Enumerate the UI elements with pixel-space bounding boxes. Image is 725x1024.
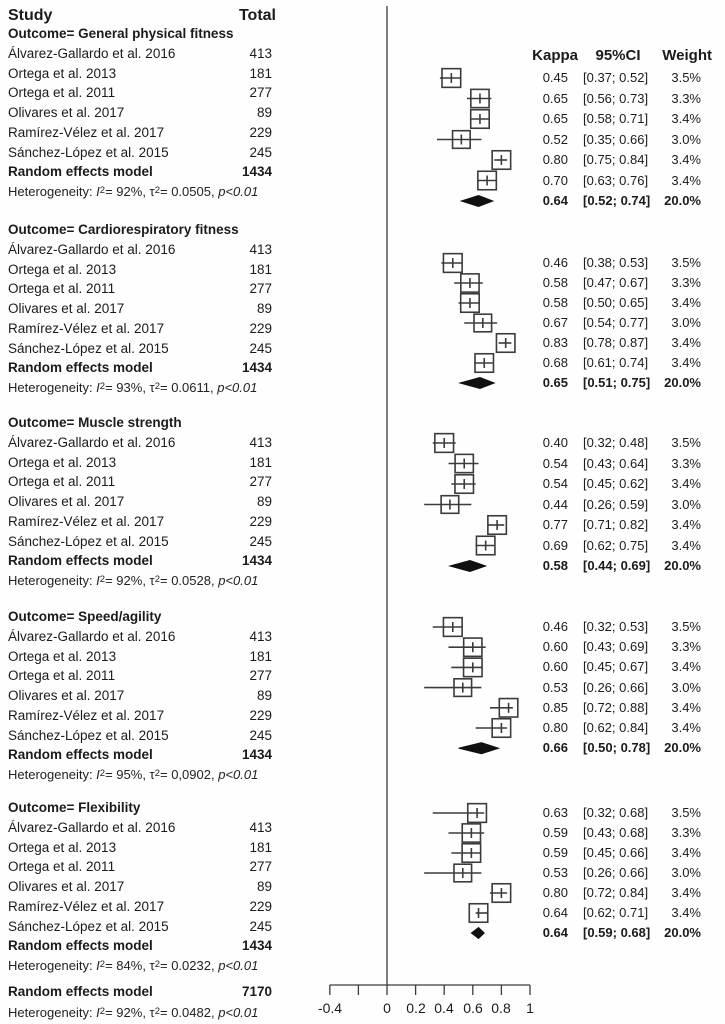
pooled-diamond-marker — [460, 378, 494, 389]
pooled-diamond-marker — [461, 196, 492, 207]
weight-value: 3.4% — [671, 720, 701, 735]
kappa-value: 0.59 — [542, 825, 568, 840]
total-column-header: Total — [238, 7, 276, 24]
weight-value: 3.5% — [671, 255, 701, 270]
kappa-value: 0.45 — [542, 70, 568, 85]
study-name: Ramírez-Vélez et al. 2017 — [8, 125, 165, 140]
pooled-diamond-marker — [459, 743, 499, 754]
heterogeneity-text: Heterogeneity: $I^2= 84\%$, $\tau^2= 0.0232$, p<0.01 — [8, 958, 259, 973]
outcome-header: Outcome= Cardiorespiratory fitness — [8, 222, 239, 237]
random-effects-total: 1434 — [241, 360, 272, 375]
study-name: Olivares et al. 2017 — [8, 494, 125, 509]
study-name: Ortega et al. 2013 — [8, 262, 117, 277]
ci-value: [0.72; 0.88] — [583, 700, 649, 715]
study-total: 229 — [249, 708, 272, 723]
kappa-value: 0.65 — [542, 375, 568, 390]
study-total: 277 — [249, 85, 272, 100]
kappa-value: 0.54 — [542, 476, 568, 491]
study-total: 413 — [249, 435, 272, 450]
study-total: 413 — [249, 242, 272, 257]
x-axis-tick-label: 0.2 — [406, 1000, 426, 1016]
heterogeneity-text: Heterogeneity: $I^2= 92\%$, $\tau^2= 0.0528$, p<0.01 — [8, 573, 259, 588]
kappa-value: 0.60 — [542, 639, 568, 654]
study-name: Ramírez-Vélez et al. 2017 — [8, 514, 165, 529]
weight-value: 3.4% — [671, 335, 701, 350]
ci-value: [0.44; 0.69] — [583, 558, 651, 573]
kappa-value: 0.59 — [542, 845, 568, 860]
study-total: 181 — [249, 649, 272, 664]
ci-value: [0.62; 0.75] — [583, 538, 649, 553]
study-name: Sánchez-López et al. 2015 — [8, 145, 169, 160]
kappa-value: 0.58 — [542, 558, 568, 573]
study-name: Álvarez-Gallardo et al. 2016 — [8, 242, 176, 257]
study-total: 181 — [249, 840, 272, 855]
heterogeneity-text: Heterogeneity: $I^2= 95\%$, $\tau^2= 0,0902$, p<0.01 — [8, 767, 259, 782]
weight-value: 3.4% — [671, 173, 701, 188]
study-name: Ortega et al. 2013 — [8, 66, 117, 81]
weight-value: 20.0% — [664, 558, 701, 573]
ci-value: [0.59; 0.68] — [583, 925, 651, 940]
study-total: 413 — [249, 629, 272, 644]
random-effects-total: 1434 — [241, 553, 272, 568]
study-total: 89 — [256, 879, 272, 894]
weight-value: 3.0% — [671, 132, 701, 147]
ci-value: [0.43; 0.64] — [583, 456, 649, 471]
study-name: Ortega et al. 2013 — [8, 649, 117, 664]
random-effects-total: 1434 — [241, 747, 272, 762]
heterogeneity-text: Heterogeneity: $I^2= 92\%$, $\tau^2= 0.0482$, p<0.01 — [8, 1005, 259, 1020]
ci-value: [0.47; 0.67] — [583, 275, 649, 290]
x-axis-tick-label: 1 — [526, 1000, 534, 1016]
study-name: Olivares et al. 2017 — [8, 688, 125, 703]
kappa-value: 0.64 — [542, 905, 568, 920]
study-name: Ortega et al. 2011 — [8, 281, 116, 296]
study-total: 229 — [249, 899, 272, 914]
study-name: Sánchez-López et al. 2015 — [8, 534, 169, 549]
study-total: 229 — [249, 514, 272, 529]
weight-column-header: Weight — [662, 47, 712, 64]
x-axis-tick-label: 0.8 — [491, 1000, 511, 1016]
kappa-value: 0.40 — [542, 435, 568, 450]
ci-value: [0.32; 0.48] — [583, 435, 649, 450]
random-effects-label: Random effects model — [8, 164, 153, 179]
kappa-value: 0.53 — [542, 680, 568, 695]
outcome-header: Outcome= Muscle strength — [8, 415, 182, 430]
study-name: Ortega et al. 2011 — [8, 474, 116, 489]
kappa-value: 0.83 — [542, 335, 568, 350]
weight-value: 3.3% — [671, 639, 701, 654]
study-total: 181 — [249, 66, 272, 81]
kappa-value: 0.60 — [542, 659, 568, 674]
study-total: 181 — [249, 262, 272, 277]
weight-value: 3.5% — [671, 619, 701, 634]
study-name: Álvarez-Gallardo et al. 2016 — [8, 629, 176, 644]
study-name: Álvarez-Gallardo et al. 2016 — [8, 820, 176, 835]
kappa-column-header: Kappa — [532, 47, 578, 64]
weight-value: 20.0% — [664, 193, 701, 208]
study-total: 413 — [249, 46, 272, 61]
ci-value: [0.78; 0.87] — [583, 335, 649, 350]
study-total: 89 — [256, 494, 272, 509]
kappa-value: 0.58 — [542, 295, 568, 310]
weight-value: 3.4% — [671, 355, 701, 370]
kappa-value: 0.65 — [542, 111, 568, 126]
study-name: Sánchez-López et al. 2015 — [8, 728, 169, 743]
study-total: 229 — [249, 321, 272, 336]
study-name: Olivares et al. 2017 — [8, 879, 125, 894]
study-name: Sánchez-López et al. 2015 — [8, 341, 169, 356]
weight-value: 3.5% — [671, 70, 701, 85]
x-axis-tick-label: 0.4 — [434, 1000, 454, 1016]
ci-value: [0.35; 0.66] — [583, 132, 649, 147]
study-name: Ramírez-Vélez et al. 2017 — [8, 321, 165, 336]
study-name: Olivares et al. 2017 — [8, 301, 125, 316]
pooled-diamond-marker — [471, 928, 484, 939]
random-effects-total: 1434 — [241, 938, 272, 953]
weight-value: 3.4% — [671, 659, 701, 674]
weight-value: 3.5% — [671, 805, 701, 820]
weight-value: 3.3% — [671, 825, 701, 840]
ci-value: [0.62; 0.84] — [583, 720, 649, 735]
kappa-value: 0.46 — [542, 255, 568, 270]
kappa-value: 0.65 — [542, 91, 568, 106]
random-effects-label: Random effects model — [8, 938, 153, 953]
kappa-value: 0.64 — [542, 925, 568, 940]
ci-column-header: 95%CI — [595, 47, 641, 64]
ci-value: [0.45; 0.67] — [583, 659, 649, 674]
random-effects-total: 1434 — [241, 164, 272, 179]
kappa-value: 0.77 — [542, 517, 568, 532]
kappa-value: 0.44 — [542, 497, 568, 512]
kappa-value: 0.54 — [542, 456, 568, 471]
weight-value: 3.4% — [671, 538, 701, 553]
ci-value: [0.63; 0.76] — [583, 173, 649, 188]
study-total: 229 — [249, 125, 272, 140]
overall-random-effects-label: Random effects model — [8, 984, 153, 999]
study-total: 245 — [249, 728, 272, 743]
study-total: 245 — [249, 145, 272, 160]
heterogeneity-text: Heterogeneity: $I^2= 92\%$, $\tau^2= 0.0505$, p<0.01 — [8, 184, 259, 199]
weight-value: 3.4% — [671, 885, 701, 900]
kappa-value: 0.85 — [542, 700, 568, 715]
study-total: 245 — [249, 341, 272, 356]
weight-value: 3.0% — [671, 497, 701, 512]
weight-value: 3.4% — [671, 295, 701, 310]
weight-value: 3.4% — [671, 905, 701, 920]
study-total: 181 — [249, 455, 272, 470]
study-name: Ramírez-Vélez et al. 2017 — [8, 708, 165, 723]
ci-value: [0.52; 0.74] — [583, 193, 651, 208]
weight-value: 3.0% — [671, 315, 701, 330]
kappa-value: 0.53 — [542, 865, 568, 880]
weight-value: 20.0% — [664, 925, 701, 940]
study-name: Olivares et al. 2017 — [8, 105, 125, 120]
kappa-value: 0.67 — [542, 315, 568, 330]
study-total: 245 — [249, 534, 272, 549]
study-total: 277 — [249, 859, 272, 874]
ci-value: [0.32; 0.53] — [583, 619, 649, 634]
weight-value: 3.0% — [671, 680, 701, 695]
outcome-header: Outcome= Flexibility — [8, 800, 141, 815]
weight-value: 3.4% — [671, 517, 701, 532]
outcome-header: Outcome= Speed/agility — [8, 609, 162, 624]
ci-value: [0.71; 0.82] — [583, 517, 649, 532]
x-axis-tick-label: 0 — [383, 1000, 391, 1016]
study-column-header: Study — [8, 7, 53, 24]
study-total: 245 — [249, 919, 272, 934]
ci-value: [0.50; 0.78] — [583, 740, 651, 755]
study-name: Ramírez-Vélez et al. 2017 — [8, 899, 165, 914]
weight-value: 3.4% — [671, 111, 701, 126]
weight-value: 3.3% — [671, 275, 701, 290]
study-name: Álvarez-Gallardo et al. 2016 — [8, 46, 176, 61]
ci-value: [0.45; 0.66] — [583, 845, 649, 860]
kappa-value: 0.58 — [542, 275, 568, 290]
outcome-header: Outcome= General physical fitness — [8, 26, 234, 41]
study-name: Ortega et al. 2011 — [8, 85, 116, 100]
x-axis-tick-label: -0.4 — [317, 1000, 343, 1016]
ci-value: [0.61; 0.74] — [583, 355, 649, 370]
weight-value: 3.4% — [671, 845, 701, 860]
kappa-value: 0.52 — [542, 132, 568, 147]
random-effects-label: Random effects model — [8, 360, 153, 375]
ci-value: [0.37; 0.52] — [583, 70, 649, 85]
kappa-value: 0.66 — [542, 740, 568, 755]
ci-value: [0.26; 0.66] — [583, 865, 649, 880]
random-effects-label: Random effects model — [8, 747, 153, 762]
study-total: 277 — [249, 668, 272, 683]
weight-value: 3.3% — [671, 91, 701, 106]
heterogeneity-text: Heterogeneity: $I^2= 93\%$, $\tau^2= 0.0611$, p<0.01 — [8, 380, 258, 395]
study-name: Ortega et al. 2011 — [8, 668, 116, 683]
study-name: Sánchez-López et al. 2015 — [8, 919, 169, 934]
study-name: Ortega et al. 2013 — [8, 840, 117, 855]
ci-value: [0.72; 0.84] — [583, 885, 649, 900]
ci-value: [0.38; 0.53] — [583, 255, 649, 270]
kappa-value: 0.68 — [542, 355, 568, 370]
study-name: Álvarez-Gallardo et al. 2016 — [8, 435, 176, 450]
study-total: 413 — [249, 820, 272, 835]
ci-value: [0.32; 0.68] — [583, 805, 649, 820]
ci-value: [0.75; 0.84] — [583, 152, 649, 167]
study-total: 89 — [256, 301, 272, 316]
study-total: 277 — [249, 474, 272, 489]
overall-random-effects-total: 7170 — [241, 984, 272, 999]
kappa-value: 0.69 — [542, 538, 568, 553]
ci-value: [0.43; 0.69] — [583, 639, 649, 654]
study-name: Ortega et al. 2013 — [8, 455, 117, 470]
weight-value: 3.4% — [671, 476, 701, 491]
kappa-value: 0.80 — [542, 720, 568, 735]
kappa-value: 0.80 — [542, 885, 568, 900]
study-name: Ortega et al. 2011 — [8, 859, 116, 874]
kappa-value: 0.64 — [542, 193, 568, 208]
ci-value: [0.50; 0.65] — [583, 295, 649, 310]
weight-value: 3.3% — [671, 456, 701, 471]
weight-value: 20.0% — [664, 375, 701, 390]
kappa-value: 0.46 — [542, 619, 568, 634]
weight-value: 20.0% — [664, 740, 701, 755]
x-axis-tick-label: 0.6 — [463, 1000, 483, 1016]
weight-value: 3.5% — [671, 435, 701, 450]
ci-value: [0.26; 0.59] — [583, 497, 649, 512]
pooled-diamond-marker — [450, 561, 486, 572]
weight-value: 3.4% — [671, 152, 701, 167]
ci-value: [0.58; 0.71] — [583, 111, 649, 126]
ci-value: [0.51; 0.75] — [583, 375, 651, 390]
random-effects-label: Random effects model — [8, 553, 153, 568]
ci-value: [0.45; 0.62] — [583, 476, 649, 491]
kappa-value: 0.63 — [542, 805, 568, 820]
study-total: 89 — [256, 688, 272, 703]
ci-value: [0.56; 0.73] — [583, 91, 649, 106]
ci-value: [0.54; 0.77] — [583, 315, 649, 330]
kappa-value: 0.70 — [542, 173, 568, 188]
weight-value: 3.0% — [671, 865, 701, 880]
study-total: 89 — [256, 105, 272, 120]
ci-value: [0.43; 0.68] — [583, 825, 649, 840]
ci-value: [0.62; 0.71] — [583, 905, 649, 920]
weight-value: 3.4% — [671, 700, 701, 715]
kappa-value: 0.80 — [542, 152, 568, 167]
ci-value: [0.26; 0.66] — [583, 680, 649, 695]
study-total: 277 — [249, 281, 272, 296]
